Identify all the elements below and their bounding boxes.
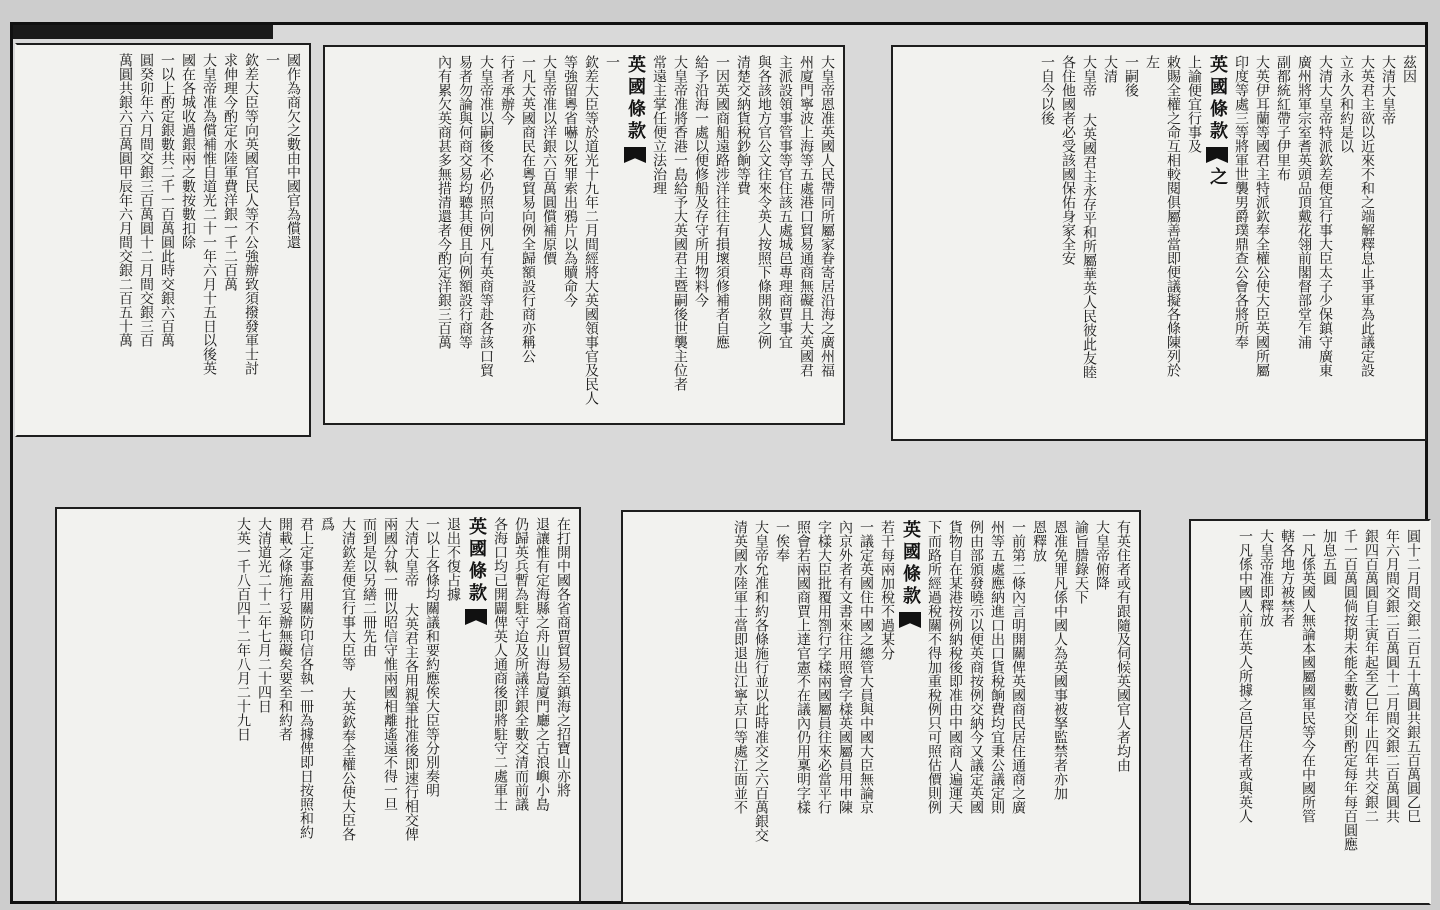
text-column: 諭旨謄錄天下 xyxy=(1073,520,1089,604)
text-column: 立永久和約是以 xyxy=(1338,55,1354,153)
text-column: 大皇帝 大英國君主永存平和所屬華英人民彼此友睦 xyxy=(1081,55,1097,379)
text-column: 大皇帝准為償補惟自道光二十一年六月十五日以後英 xyxy=(201,53,217,375)
text-column: 茲因 xyxy=(1401,55,1417,83)
text-column: 國作為商欠之數由中國官為償還 xyxy=(285,53,301,249)
black-fishtail-mark-icon xyxy=(1206,147,1228,163)
text-column: 上諭便宜行事及 xyxy=(1186,55,1202,153)
text-column: 行者承辦今 xyxy=(499,55,515,125)
text-column: 例由部頒發曉示以便英商按例交納今又議定英國 xyxy=(968,520,984,814)
text-column: 大清大皇帝 大英君主各用親筆批准後即速行相交俾 xyxy=(403,517,419,841)
text-column: 字樣大臣批覆用劄行字樣兩國屬員往來必當平行 xyxy=(816,520,832,814)
scan-edge-strip xyxy=(13,25,273,39)
text-column: 大皇帝准將香港一島給予大英國君主暨嗣後世襲主位者 xyxy=(672,55,688,391)
text-column: 大清大皇帝特派欽差便宜行事大臣太子少保鎮守廣東 xyxy=(1317,55,1333,377)
panel-4-columns xyxy=(63,517,573,893)
black-fishtail-mark-icon xyxy=(624,147,646,163)
text-column: 銀四百萬圓自壬寅年起至乙巳年止四年共交銀二 xyxy=(1363,529,1379,823)
text-column: 大皇帝恩准英國人民帶同所屬家眷寄居沿海之廣州福 xyxy=(819,55,835,377)
text-column: 廣州將軍宗室耆英頭品頂戴花翎前閣督部堂乍浦 xyxy=(1296,55,1312,349)
text-column: 而到是以另繕二冊先由 xyxy=(361,517,377,657)
panel-2-columns xyxy=(331,55,837,415)
treaty-panel-6 xyxy=(1189,519,1431,905)
black-fishtail-mark-icon xyxy=(465,609,487,625)
document-sheet xyxy=(10,22,1428,904)
text-column: 仍歸英兵暫為駐守迨及所議洋銀全數交清而前議 xyxy=(513,517,529,811)
text-column: 大英君主欲以近來不和之端解釋息止爭軍為此議定設 xyxy=(1359,55,1375,377)
section-title-heading xyxy=(622,55,648,415)
text-column: 貨物自在某港按例納稅後即准由中國商人遍運天 xyxy=(947,520,963,814)
text-column: 一凡係中國人前在英人所據之邑居住者或與英人 xyxy=(1237,529,1253,823)
text-column: 大皇帝准即釋放 xyxy=(1258,529,1274,627)
text-column: 清英國水陸軍士當即退出江寧京口等處江面並不 xyxy=(732,520,748,814)
section-title-text: 英國條款 xyxy=(625,55,646,143)
text-column: 下而路所經過稅關不得加重稅例只可照估價則例 xyxy=(926,520,942,814)
text-column: 印度等處三等將軍世襲男爵璞鼎查公會各將所奉 xyxy=(1233,55,1249,349)
text-column: 大英一千八百四十二年八月二十九日 xyxy=(235,517,251,741)
text-column: 與各該地方官公文往來令英人按照下條開敘之例 xyxy=(756,55,772,349)
treaty-panel-2 xyxy=(323,45,845,425)
text-column: 退出不復占據 xyxy=(445,517,461,601)
text-column: 副都統紅帶子伊里布 xyxy=(1275,55,1291,181)
section-title-heading xyxy=(897,520,923,894)
text-column: 求伸理今酌定水陸軍費洋銀一千二百萬 xyxy=(222,53,238,291)
section-title-text: 英國條款 xyxy=(900,520,921,608)
text-column: 敕賜全權之命互相較閱俱屬善當即便議擬各條陳列於 xyxy=(1165,55,1181,377)
treaty-panel-3 xyxy=(891,45,1427,441)
treaty-panel-1 xyxy=(15,43,311,437)
text-column: 欽差大臣等於道光十九年二月間經將大英國領事官及民人 xyxy=(583,55,599,405)
text-column: 大皇帝俯降 xyxy=(1094,520,1110,590)
text-column: 圓十二月間交銀二百五十萬圓共銀五百萬圓乙巳 xyxy=(1405,529,1421,823)
text-column: 年六月間交銀二百萬圓十二月間交銀二百萬圓共 xyxy=(1384,529,1400,823)
text-column: 內京外者有文書來往用照會字樣英國屬員用申陳 xyxy=(837,520,853,814)
text-column: 爲 xyxy=(319,517,335,531)
treaty-panel-5 xyxy=(621,510,1141,904)
text-column: 加息五圓 xyxy=(1321,529,1337,585)
text-column: 等強留粵省嚇以死罪索出鴉片以為贖命今 xyxy=(562,55,578,307)
panel-3-columns xyxy=(899,55,1419,431)
text-column: 各住他國者必受該國保佑身家全安 xyxy=(1060,55,1076,265)
text-column: 各海口均已開闢俾英人通商後即將駐守二處軍士 xyxy=(492,517,508,811)
section-title-sub: 之 xyxy=(1207,167,1228,189)
section-title-text: 英國條款 xyxy=(1207,55,1228,143)
text-column: 圓癸卯年六月間交銀三百萬圓十二月間交銀三百 xyxy=(138,53,154,347)
text-column: 若干每兩加稅不過某分 xyxy=(879,520,895,660)
text-column: 一嗣後 xyxy=(1123,55,1139,97)
panel-1-columns xyxy=(23,53,303,427)
text-column: 一因英國商船遠路涉洋往往有損壞須修補者自應 xyxy=(714,55,730,349)
text-column: 州廈門寧波上海等五處港口貿易通商無礙且大英國君 xyxy=(798,55,814,377)
text-column: 一 xyxy=(264,53,280,67)
text-column: 國在各城收過銀兩之數按數扣除 xyxy=(180,53,196,249)
text-column: 大英伊耳蘭等國君主特派欽奉全權公使大臣英國所屬 xyxy=(1254,55,1270,377)
text-column: 一凡大英國商民在粵貿易向例全歸額設行商亦稱公 xyxy=(520,55,536,363)
section-title-heading xyxy=(1204,55,1230,431)
black-fishtail-mark-icon xyxy=(899,612,921,628)
text-column: 萬圓共銀六百萬圓甲辰年六月間交銀二百五十萬 xyxy=(117,53,133,347)
panel-6-columns xyxy=(1197,529,1423,895)
text-column: 內有累欠英商甚多無措清還者今酌定洋銀三百萬 xyxy=(436,55,452,349)
text-column: 轄各地方被禁者 xyxy=(1279,529,1295,627)
text-column: 一以上各條均關議和要約應俟大臣等分別奏明 xyxy=(424,517,440,797)
text-column: 給予沿海一處以便修船及存守所用物料今 xyxy=(693,55,709,307)
text-column: 大清道光二十二年七月二十四日 xyxy=(256,517,272,713)
text-column: 大皇帝允准和約各條施行並以此時准交之六百萬銀交 xyxy=(753,520,769,842)
text-column: 一前第二條內言明開關俾英國商民居住通商之廣 xyxy=(1010,520,1026,814)
panel-5-columns xyxy=(629,520,1133,894)
text-column: 大皇帝准以洋銀六百萬圓償補原價 xyxy=(541,55,557,265)
text-column: 大皇帝准以嗣後不必仍照向例凡有英商等赴各該口貿 xyxy=(478,55,494,377)
text-column: 千一百萬圓倘按期未能全數清交則酌定每年每百圓應 xyxy=(1342,529,1358,851)
text-column: 一以上酌定銀數共二千一百萬圓此時交銀六百萬 xyxy=(159,53,175,347)
text-column: 君上定事蓋用關防印信各執一冊為據俾即日按照和約 xyxy=(298,517,314,839)
text-column: 主派設領事管事等官住該五處城邑專理商賈事宜 xyxy=(777,55,793,349)
text-column: 大清欽差便宜行事大臣等 大英欽奉全權公使大臣各 xyxy=(340,517,356,841)
text-column: 一俟奉 xyxy=(774,520,790,562)
text-column: 一自今以後 xyxy=(1039,55,1055,125)
text-column: 一 xyxy=(604,55,620,69)
text-column: 州等五處應納進口出口貨稅餉費均宜秉公議定則 xyxy=(989,520,1005,814)
text-column: 一議定英國住中國之總管大員與中國大臣無論京 xyxy=(858,520,874,814)
text-column: 在打開中國各省商賈貿易至鎮海之招寶山亦將 xyxy=(555,517,571,797)
text-column: 大清大皇帝 xyxy=(1380,55,1396,125)
text-column: 開載之條施行妥辦無礙矣要至和約者 xyxy=(277,517,293,741)
text-column: 有英住者或有跟隨及伺候英國官人者均由 xyxy=(1115,520,1131,772)
text-column: 照會若兩國商賈上達官憲不在議內仍用稟明字樣 xyxy=(795,520,811,814)
text-column: 兩國分執一冊以昭信守惟兩國相離遙遠不得一旦 xyxy=(382,517,398,811)
section-title-text: 英國條款 xyxy=(466,517,487,605)
text-column: 一凡係英國人無論本國屬國軍民等今在中國所管 xyxy=(1300,529,1316,823)
text-column: 清楚交納貨稅鈔餉等費 xyxy=(735,55,751,195)
treaty-panel-4 xyxy=(55,507,581,903)
text-column: 常遠主掌任便立法治理 xyxy=(651,55,667,195)
text-column: 欽差大臣等向英國官民人等不公強辦致須撥發軍士討 xyxy=(243,53,259,375)
text-column: 恩准免罪凡係中國人為英國事被拏監禁者亦加 xyxy=(1052,520,1068,800)
text-column: 退讓惟有定海縣之舟山海島廈門廳之古浪嶼小島 xyxy=(534,517,550,811)
text-column: 恩釋放 xyxy=(1031,520,1047,562)
section-title-heading xyxy=(463,517,489,893)
text-column: 左 xyxy=(1144,55,1160,69)
text-column: 大清 xyxy=(1102,55,1118,83)
text-column: 易者勿論與何商交易均聽其便且向例額設行商等 xyxy=(457,55,473,349)
